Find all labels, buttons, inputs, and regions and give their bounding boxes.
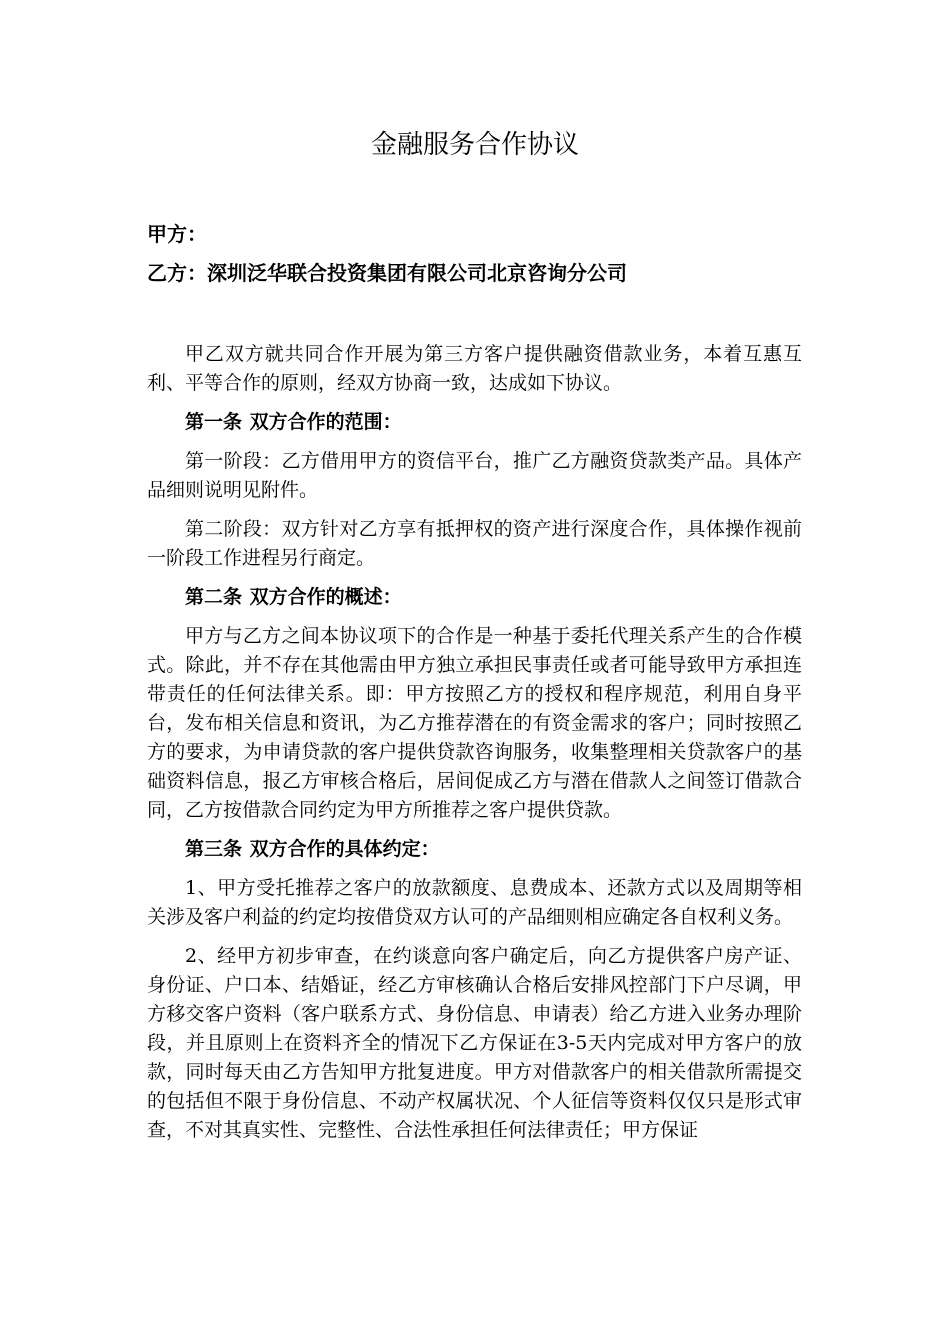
article-1-paragraph: 第一阶段：乙方借用甲方的资信平台，推广乙方融资贷款类产品。具体产品细则说明见附件。 xyxy=(147,450,802,501)
article-2-paragraph: 甲方与乙方之间本协议项下的合作是一种基于委托代理关系产生的合作模式。除此，并不存在其他需由甲方独立承担民事责任或者可能导致甲方承担连带责任的任何法律关系。即：甲方按照乙方的授权和程序规范，利用自身平台，发布相关信息和资讯，为乙方推荐潜在的有资金需求的客户；同时按照乙方的要求，为申请贷款的客户提供贷款咨询服务，收集整理相关贷款客户的基础资料信息，报乙方审核合格后，居间促成乙方与潜在借款人之间签订借款合同，乙方按借款合同约定为甲方所推荐之客户提供贷款。 xyxy=(147,625,802,821)
article-2-title: 双方合作的概述： xyxy=(249,586,402,608)
article-3-paragraph: 1、甲方受托推荐之客户的放款额度、息费成本、还款方式以及周期等相关涉及客户利益的约定均按借贷双方认可的产品细则相应确定各自权利义务。 xyxy=(147,877,802,928)
article-3-number: 第三条 xyxy=(185,838,243,860)
article-1-heading xyxy=(147,408,802,437)
article-1-paragraph: 第二阶段：双方针对乙方享有抵押权的资产进行深度合作，具体操作视前一阶段工作进程另行商定。 xyxy=(147,518,802,569)
article-2-heading xyxy=(147,583,802,612)
article-3-paragraph: 2、经甲方初步审查，在约谈意向客户确定后，向乙方提供客户房产证、身份证、户口本、结婚证，经乙方审核确认合格后安排风控部门下户尽调，甲方移交客户资料（客户联系方式、身份信息、申请表）给乙方进入业务办理阶段，并且原则上在资料齐全的情况下乙方保证在3-5天内完成对甲方客户的放款，同时每天由乙方告知甲方批复进度。甲方对借款客户的相关借款所需提交的包括但不限于身份信息、不动产权属状况、个人征信等资料仅仅只是形式审查，不对其真实性、完整性、合法性承担任何法律责任；甲方保证 xyxy=(147,945,802,1141)
article-1-number: 第一条 xyxy=(185,411,243,433)
party-b-line: 乙方：深圳泛华联合投资集团有限公司北京咨询分公司 xyxy=(147,261,627,285)
agreement-body xyxy=(147,340,802,1155)
intro-paragraph: 甲乙双方就共同合作开展为第三方客户提供融资借款业务，本着互惠互利、平等合作的原则，经双方协商一致，达成如下协议。 xyxy=(147,343,802,394)
article-2-number: 第二条 xyxy=(185,586,243,608)
article-3-title: 双方合作的具体约定： xyxy=(249,838,440,860)
document-title: 金融服务合作协议 xyxy=(370,130,579,160)
party-a-line: 甲方： xyxy=(147,222,207,246)
article-3-heading xyxy=(147,835,802,864)
article-1-title: 双方合作的范围： xyxy=(249,411,402,433)
